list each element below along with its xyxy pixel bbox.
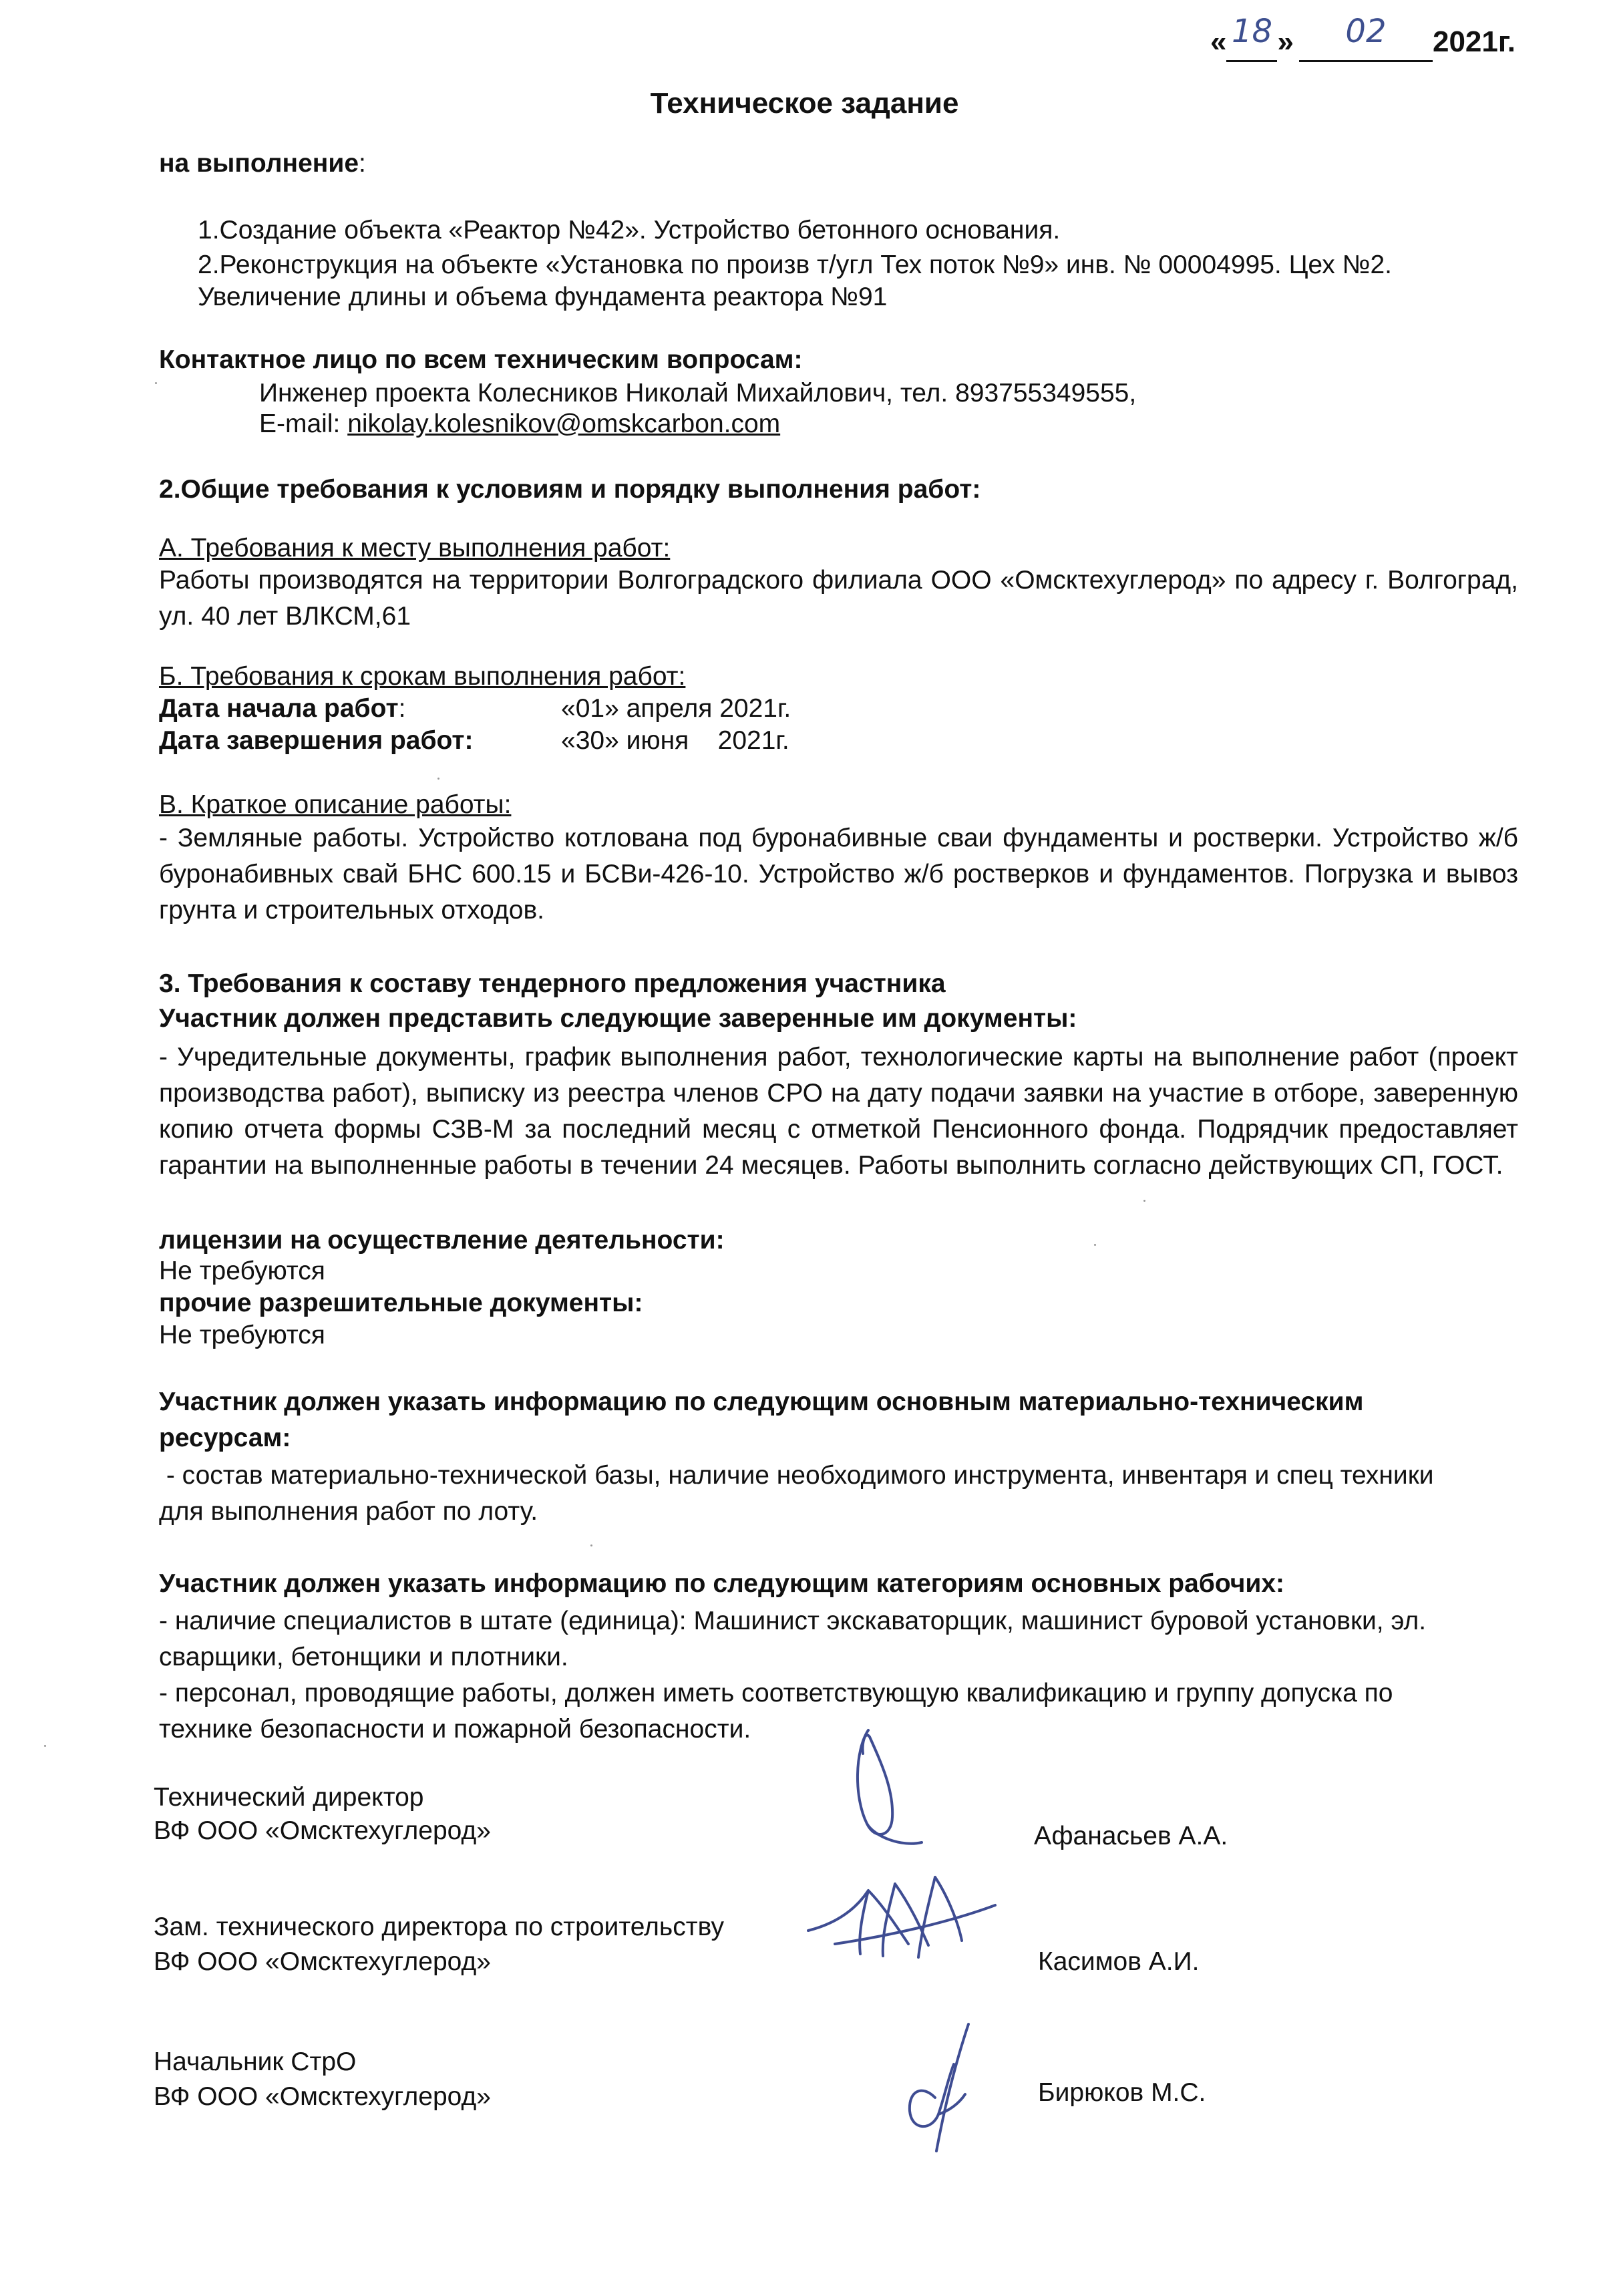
signatory-2-title-line-1: Зам. технического директора по строительству xyxy=(154,1913,724,1941)
signatory-3-name: Бирюков М.С. xyxy=(1038,2078,1206,2107)
date-month-handwritten: 02 xyxy=(1345,13,1387,50)
workers-text-2: - персонал, проводящие работы, должен иметь соответствующую квалификацию и группу допуска по технике безопасности и пожарной безопасности. xyxy=(159,1679,1393,1744)
section-2-heading: 2.Общие требования к условиям и порядку выполнения работ: xyxy=(159,475,981,504)
section-3-heading: 3. Требования к составу тендерного предложения участника xyxy=(159,969,946,998)
section-2b-heading: Б. Требования к срокам выполнения работ: xyxy=(159,662,686,691)
signatory-2-name: Касимов А.И. xyxy=(1038,1947,1200,1976)
signatory-2-title-line-2: ВФ ООО «Омсктехуглерод» xyxy=(154,1947,491,1976)
signature-kasimov xyxy=(795,1870,1009,1971)
resources-heading: Участник должен указать информацию по следующим основным материально-техническим ресурсам: xyxy=(159,1387,1364,1452)
signatory-3-title-line-2: ВФ ООО «Омсктехуглерод» xyxy=(154,2082,491,2111)
signatory-3-title-line-1: Начальник СтрО xyxy=(154,2047,357,2076)
license-value: Не требуются xyxy=(159,1257,325,1285)
start-date-value: «01» апреля 2021г. xyxy=(561,694,791,723)
intro-item-1: 1.Создание объекта «Реактор №42». Устройство бетонного основания. xyxy=(198,216,1061,244)
contact-heading: Контактное лицо по всем техническим вопросам: xyxy=(159,345,803,374)
end-date-label: Дата завершения работ: xyxy=(159,726,474,755)
signatory-1-title-line-1: Технический директор xyxy=(154,1783,424,1812)
workers-heading: Участник должен указать информацию по следующим категориям основных рабочих: xyxy=(159,1569,1285,1598)
date-day-handwritten: 18 xyxy=(1231,13,1273,50)
resources-text: - состав материально-технической базы, наличие необходимого инструмента, инвентаря и спец техники для выполнения работ по лоту. xyxy=(159,1461,1441,1526)
section-3-text: - Учредительные документы, график выполнения работ, технологические карты на выполнение работ (проект производства работ), выписку из реестра членов СРО на дату подачи заявки на участие в отборе, заверенную копию отчета формы СЗВ-М за последний месяц с отметкой Пенсионного фонда. Подрядчик предоставляет гарантии на выполненные работы в течении 24 месяцев. Работы выполнить согласно действующих СП, ГОСТ. xyxy=(159,1043,1518,1180)
section-2v-heading: В. Краткое описание работы: xyxy=(159,790,512,819)
scan-speck xyxy=(1143,1200,1145,1202)
signatory-1-title-line-2: ВФ ООО «Омсктехуглерод» xyxy=(154,1816,491,1845)
contact-person: Инженер проекта Колесников Николай Михайлович, тел. 893755349555, xyxy=(259,379,1137,407)
contact-email-line: E-mail: nikolay.kolesnikov@omskcarbon.com xyxy=(259,409,781,438)
scan-speck xyxy=(44,1745,46,1747)
scan-speck xyxy=(590,1544,592,1546)
signature-afanasyev xyxy=(828,1724,948,1857)
section-3-subheading: Участник должен представить следующие заверенные им документы: xyxy=(159,1004,1077,1033)
end-date-row xyxy=(159,723,789,759)
other-docs-label: прочие разрешительные документы: xyxy=(159,1289,643,1317)
signature-biryukov xyxy=(875,2017,995,2164)
date-year: 2021г. xyxy=(1432,25,1515,58)
page-title: Техническое задание xyxy=(650,87,959,120)
intro-item-2-line-2: Увеличение длины и объема фундамента реактора №91 xyxy=(198,283,888,311)
signatory-1-name: Афанасьев А.А. xyxy=(1034,1822,1228,1850)
intro-label-line: на выполнение: xyxy=(159,149,366,178)
scan-speck xyxy=(155,382,157,384)
scan-speck xyxy=(1094,1244,1096,1246)
document-date: « 18 » 02 2021г. xyxy=(1210,23,1515,62)
date-month-field xyxy=(1299,13,1433,62)
section-2v-text: - Земляные работы. Устройство котлована под буронабивные сваи фундаменты и ростверки. Устройство ж/б буронабивных свай БНС 600.15 и БСВи-426-10. Устройство ж/б ростверков и фундаментов. Погрузка и вывоз грунта и строительных отходов. xyxy=(159,824,1518,925)
intro-item-2-line-1: 2.Реконструкция на объекте «Установка по произв т/угл Тех поток №9» инв. № 00004995. Цех №2. xyxy=(198,251,1392,279)
section-2a-heading: А. Требования к месту выполнения работ: xyxy=(159,534,671,562)
license-label: лицензии на осуществление деятельности: xyxy=(159,1226,725,1255)
end-date-value: «30» июня 2021г. xyxy=(561,726,789,755)
contact-email-link[interactable]: nikolay.kolesnikov@omskcarbon.com xyxy=(347,409,781,438)
other-docs-value: Не требуются xyxy=(159,1321,325,1349)
start-date-row: Дата начала работ: «01» апреля 2021г. xyxy=(159,691,791,727)
date-day-field xyxy=(1226,13,1277,62)
scan-speck xyxy=(437,778,439,780)
workers-text-1: - наличие специалистов в штате (единица): Машинист экскаваторщик, машинист буровой установки, эл. сварщики, бетонщики и плотники. xyxy=(159,1607,1427,1671)
start-date-label: Дата начала работ xyxy=(159,694,399,723)
section-2a-text: Работы производятся на территории Волгоградского филиала ООО «Омсктехуглерод» по адресу г. Волгоград, ул. 40 лет ВЛКСМ,61 xyxy=(159,566,1518,631)
